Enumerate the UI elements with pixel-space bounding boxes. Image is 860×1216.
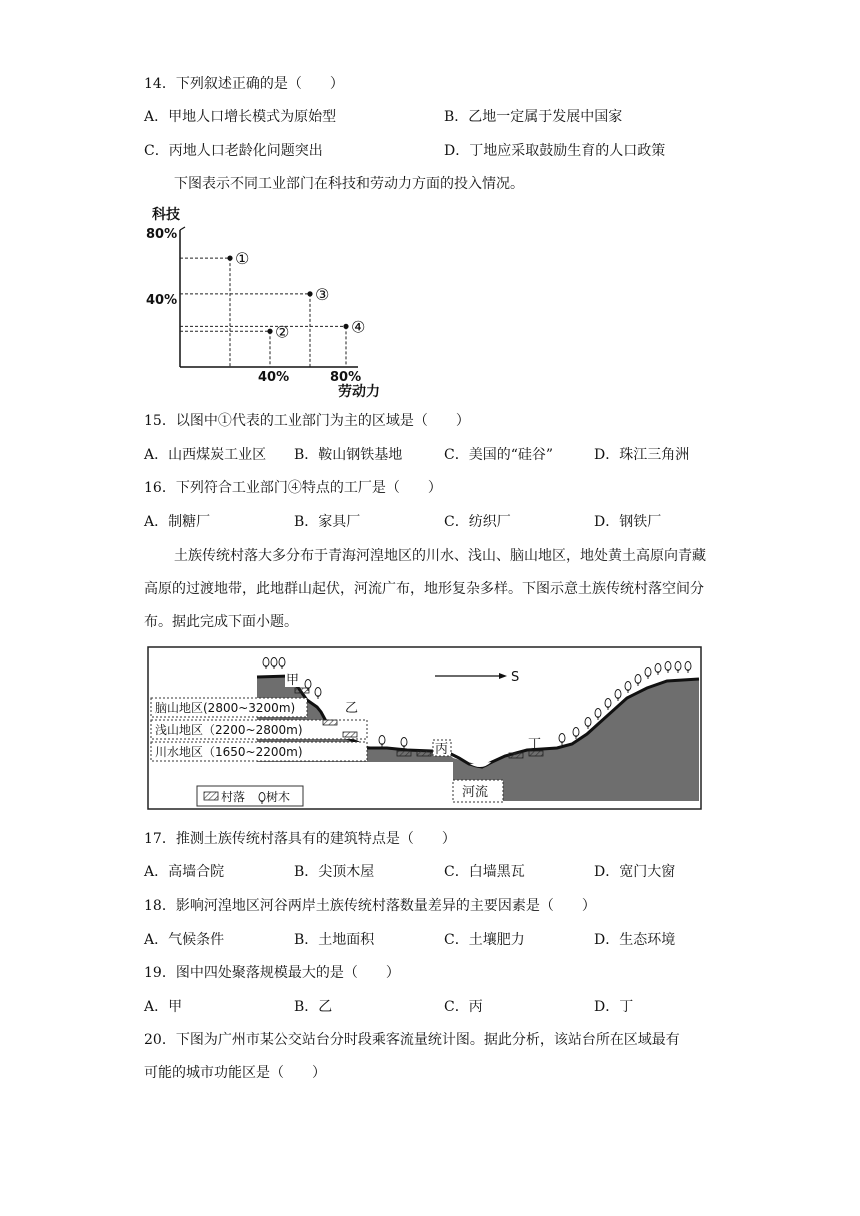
question-20-stem-line1: 20．下图为广州市某公交站台分时段乘客流量统计图。据此分析，该站台所在区域最有: [144, 1032, 680, 1048]
village-yi: [323, 720, 337, 725]
data-point-label-1: ①: [235, 249, 250, 269]
village-jia: [295, 688, 309, 693]
question-16-option-b: B．家具厂: [294, 514, 361, 530]
question-18-option-a: A．气候条件: [144, 932, 225, 948]
village-distribution-diagram: [147, 646, 705, 812]
question-15-option-c: C．美国的“硅谷”: [444, 447, 554, 463]
question-15-option-b: B．鞍山钢铁基地: [294, 447, 403, 463]
place-label-yi: 乙: [345, 701, 359, 716]
question-16-option-c: C．纺织厂: [444, 514, 511, 530]
question-17-option-b: B．尖顶木屋: [294, 864, 375, 880]
question-19-option-a: A．甲: [144, 999, 183, 1015]
x-tick-80: 80%: [330, 370, 362, 385]
y-tick-80: 80%: [146, 227, 178, 242]
question-18-option-d: D．生态环境: [594, 932, 676, 948]
question-14-stem: 14．下列叙述正确的是（ ）: [144, 76, 344, 92]
data-point-label-3: ③: [315, 284, 330, 304]
question-16-option-a: A．制糖厂: [144, 514, 211, 530]
question-18-stem: 18．影响河湟地区河谷两岸土族传统村落数量差异的主要因素是（ ）: [144, 898, 596, 914]
passage-text: 土族传统村落大多分布于青海河湟地区的川水、浅山、脑山地区，地处黄土高原向青藏高原的过渡地带，此地群山起伏，河流广布，地形复杂多样。下图示意土族传统村落空间分布。据此完成下面小题。: [144, 548, 706, 630]
question-16-option-d: D．钢铁厂: [594, 514, 662, 530]
data-point-1: [227, 256, 232, 261]
question-17-option-d: D．宽门大窗: [594, 864, 676, 880]
village-bing: [397, 751, 411, 756]
industry-input-chart: [140, 200, 380, 400]
x-tick-40: 40%: [258, 370, 290, 385]
passage-paragraph: [144, 540, 714, 639]
industry-intro: 下图表示不同工业部门在科技和劳动力方面的投入情况。: [174, 176, 524, 192]
y-tick-40: 40%: [146, 293, 178, 308]
question-19-stem: 19．图中四处聚落规模最大的是（ ）: [144, 965, 400, 981]
place-label-ding: 丁: [528, 737, 542, 752]
zone-label-chuanshui: 川水地区（1650~2200m): [155, 745, 303, 759]
y-axis-label: 科技: [152, 207, 180, 223]
question-14-option-a: A．甲地人口增长模式为原始型: [144, 109, 337, 125]
river-label: 河流: [462, 785, 489, 800]
question-15-stem: 15．以图中①代表的工业部门为主的区域是（ ）: [144, 413, 470, 429]
village-yi-2: [343, 732, 357, 737]
question-15-option-a: A．山西煤炭工业区: [144, 447, 267, 463]
question-16-stem: 16．下列符合工业部门④特点的工厂是（ ）: [144, 480, 442, 496]
question-14-option-c: C．丙地人口老龄化问题突出: [144, 143, 323, 159]
question-19-option-d: D．丁: [594, 999, 634, 1015]
legend-village-swatch: [204, 792, 218, 800]
legend-village-label: 村落: [221, 790, 246, 804]
question-19-option-b: B．乙: [294, 999, 333, 1015]
data-point-label-4: ④: [351, 317, 366, 337]
question-20-stem-line2: 可能的城市功能区是（ ）: [144, 1065, 326, 1081]
x-axis-label: 劳动力: [338, 384, 380, 400]
village-bing-2: [417, 751, 431, 756]
question-17-option-a: A．高墙合院: [144, 864, 225, 880]
question-14-option-d: D．丁地应采取鼓励生育的人口政策: [444, 143, 666, 159]
question-18-option-c: C．土壤肥力: [444, 932, 525, 948]
data-point-label-2: ②: [275, 322, 290, 342]
data-point-4: [343, 324, 348, 329]
y-axis-tip: [180, 227, 185, 230]
place-label-jia: 甲: [286, 673, 300, 688]
zone-label-naoshan: 脑山地区(2800~3200m): [155, 701, 296, 715]
question-18-option-b: B．土地面积: [294, 932, 375, 948]
data-point-2: [267, 329, 272, 334]
village-ding: [509, 753, 523, 758]
zone-label-qianshan: 浅山地区（2200~2800m): [155, 723, 303, 737]
legend-tree-label: 树木: [266, 790, 291, 804]
question-15-option-d: D．珠江三角洲: [594, 447, 690, 463]
direction-label: S: [511, 670, 520, 685]
place-label-bing: 丙: [435, 742, 449, 757]
question-17-stem: 17．推测土族传统村落具有的建筑特点是（ ）: [144, 831, 456, 847]
data-point-3: [307, 291, 312, 296]
question-14-option-b: B．乙地一定属于发展中国家: [444, 109, 623, 125]
question-19-option-c: C．丙: [444, 999, 483, 1015]
question-17-option-c: C．白墙黑瓦: [444, 864, 525, 880]
